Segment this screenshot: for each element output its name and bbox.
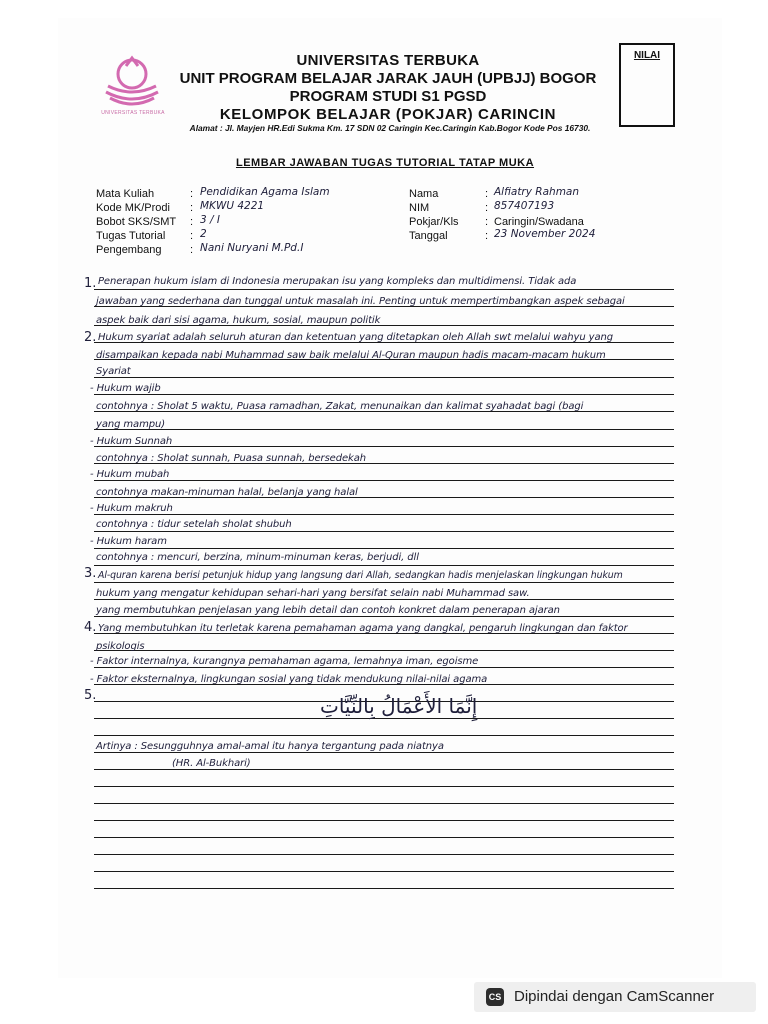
field-label-nim: NIM — [409, 202, 430, 214]
ruled-line — [94, 718, 674, 719]
answer-line: - Hukum Sunnah — [90, 436, 173, 447]
field-colon: : — [190, 244, 194, 256]
field-value-class: Caringin/Swadana — [494, 216, 584, 228]
answer-line: - Faktor internalnya, kurangnya pemahaman agama, lemahnya iman, egoisme — [90, 656, 479, 667]
field-value-developer: Nani Nuryani M.Pd.I — [200, 242, 304, 254]
field-colon: : — [485, 230, 489, 242]
field-label-assignment: Tugas Tutorial — [96, 230, 166, 242]
field-colon: : — [485, 216, 489, 228]
ruled-line-short — [94, 888, 200, 889]
field-label-code: Kode MK/Prodi — [96, 202, 170, 214]
field-colon: : — [190, 202, 194, 214]
answer-line: hukum yang mengatur kehidupan sehari-hari yang bersifat selain nabi Muhammad saw. — [96, 588, 530, 599]
field-value-name: Alfiatry Rahman — [494, 186, 580, 198]
field-label-course: Mata Kuliah — [96, 188, 155, 200]
unit-name: UNIT PROGRAM BELAJAR JARAK JAUH (UPBJJ) BOGOR — [179, 70, 597, 87]
field-label-developer: Pengembang — [96, 244, 162, 256]
answer-number-5: 5. — [84, 688, 97, 703]
answer-line: yang membutuhkan penjelasan yang lebih detail dan contoh konkret dalam penerapan ajaran — [96, 605, 560, 616]
ruled-line — [94, 667, 674, 668]
answer-line: Al-quran karena berisi petunjuk hidup yang langsung dari Allah, sedangkan hadis menjelaskan lingkungan hukum — [98, 570, 623, 581]
answer-line: - Hukum haram — [90, 536, 167, 547]
answer-number-1: 1. — [84, 276, 97, 291]
ruled-line — [94, 803, 674, 804]
ruled-line — [94, 531, 674, 532]
ruled-line — [94, 289, 674, 290]
answer-line: (HR. Al-Bukhari) — [172, 758, 251, 769]
institution-name: UNIVERSITAS TERBUKA — [296, 52, 480, 69]
ruled-line — [94, 837, 674, 838]
ruled-line — [94, 752, 674, 753]
arabic-hadith: إِنَّمَا الأَعْمَالُ بِالنِّيَّاتِ — [320, 694, 478, 718]
score-label: NILAI — [633, 50, 661, 61]
answer-line: Penerapan hukum islam di Indonesia merupakan isu yang kompleks dan multidimensi. Tidak ada — [98, 276, 577, 287]
program-name: PROGRAM STUDI S1 PGSD — [289, 88, 487, 105]
field-colon: : — [190, 188, 194, 200]
answer-line: Syariat — [96, 366, 131, 377]
ruled-line — [94, 377, 674, 378]
ruled-line — [94, 394, 674, 395]
field-value-course: Pendidikan Agama Islam — [200, 186, 330, 198]
answer-line: disampaikan kepada nabi Muhammad saw baik melalui Al-Quran maupun hadis macam-macam hukum — [96, 350, 606, 361]
field-label-class: Pokjar/Kls — [409, 216, 459, 228]
ruled-line — [94, 514, 674, 515]
ruled-line — [94, 565, 674, 566]
answer-line: Yang membutuhkan itu terletak karena pemahaman agama yang dangkal, pengaruh lingkungan dan faktor — [98, 623, 628, 634]
group-name: KELOMPOK BELAJAR (POKJAR) CARINCIN — [219, 106, 557, 123]
ruled-line — [94, 650, 674, 651]
ruled-line — [94, 769, 674, 770]
ruled-line — [94, 599, 674, 600]
answer-line: psikologis — [96, 641, 145, 652]
camscanner-badge — [474, 982, 756, 1012]
field-colon: : — [485, 188, 489, 200]
field-value-nim: 857407193 — [494, 200, 555, 212]
answer-number-3: 3. — [84, 566, 97, 581]
field-colon: : — [190, 216, 194, 228]
camscanner-text: Dipindai dengan CamScanner — [514, 988, 715, 1005]
answer-line: contohnya makan-minuman halal, belanja yang halal — [96, 487, 358, 498]
answer-line: contohnya : tidur setelah sholat shubuh — [96, 519, 292, 530]
answer-line: Artinya : Sesungguhnya amal-amal itu hanya tergantung pada niatnya — [96, 741, 444, 752]
field-label-date: Tanggal — [409, 230, 448, 242]
ruled-line — [94, 854, 674, 855]
address: Alamat : Jl. Mayjen HR.Edi Sukma Km. 17 SDN 02 Caringin Kec.Caringin Kab.Bogor Kode Pos 16730. — [189, 123, 591, 133]
ruled-line — [94, 582, 674, 583]
answer-line: - Hukum makruh — [90, 503, 173, 514]
answer-line: - Hukum wajib — [90, 383, 161, 394]
field-value-code: MKWU 4221 — [200, 200, 265, 212]
answer-number-2: 2. — [84, 330, 97, 345]
field-value-credits: 3 / I — [200, 214, 220, 226]
field-label-name: Nama — [409, 188, 439, 200]
ruled-line — [94, 429, 674, 430]
ruled-line — [94, 871, 674, 872]
answer-line: Hukum syariat adalah seluruh aturan dan ketentuan yang ditetapkan oleh Allah swt melalui wahyu yang — [98, 332, 613, 343]
answer-line: - Faktor eksternalnya, lingkungan sosial yang tidak mendukung nilai-nilai agama — [90, 674, 488, 685]
field-colon: : — [485, 202, 489, 214]
ruled-line — [94, 735, 674, 736]
answer-number-4: 4. — [84, 620, 97, 635]
answer-line: aspek baik dari sisi agama, hukum, sosial, maupun politik — [96, 315, 381, 326]
ruled-line — [94, 480, 674, 481]
ruled-line — [94, 820, 674, 821]
score-box — [619, 43, 675, 127]
field-label-credits: Bobot SKS/SMT — [96, 216, 177, 228]
sheet-title: LEMBAR JAWABAN TUGAS TUTORIAL TATAP MUKA — [235, 157, 535, 169]
answer-line: yang mampu) — [96, 419, 166, 430]
logo-caption: UNIVERSITAS TERBUKA — [101, 110, 165, 116]
field-colon: : — [190, 230, 194, 242]
camscanner-logo-icon: CS — [486, 988, 504, 1006]
answer-line: jawaban yang sederhana dan tunggal untuk masalah ini. Penting untuk mempertimbangkan aspek sebagai — [96, 296, 625, 307]
field-value-assignment: 2 — [200, 228, 207, 240]
ruled-line — [94, 616, 674, 617]
answer-line: - Hukum mubah — [90, 469, 170, 480]
answer-line: contohnya : mencuri, berzina, minum-minuman keras, berjudi, dll — [96, 552, 419, 563]
ruled-line — [94, 446, 674, 447]
ruled-line — [94, 786, 674, 787]
field-value-date: 23 November 2024 — [494, 228, 596, 240]
answer-line: contohnya : Sholat sunnah, Puasa sunnah, bersedekah — [96, 453, 366, 464]
ruled-line — [94, 548, 674, 549]
answer-line: contohnya : Sholat 5 waktu, Puasa ramadhan, Zakat, menunaikan dan kalimat syahadat bagi (bagi — [96, 401, 584, 412]
